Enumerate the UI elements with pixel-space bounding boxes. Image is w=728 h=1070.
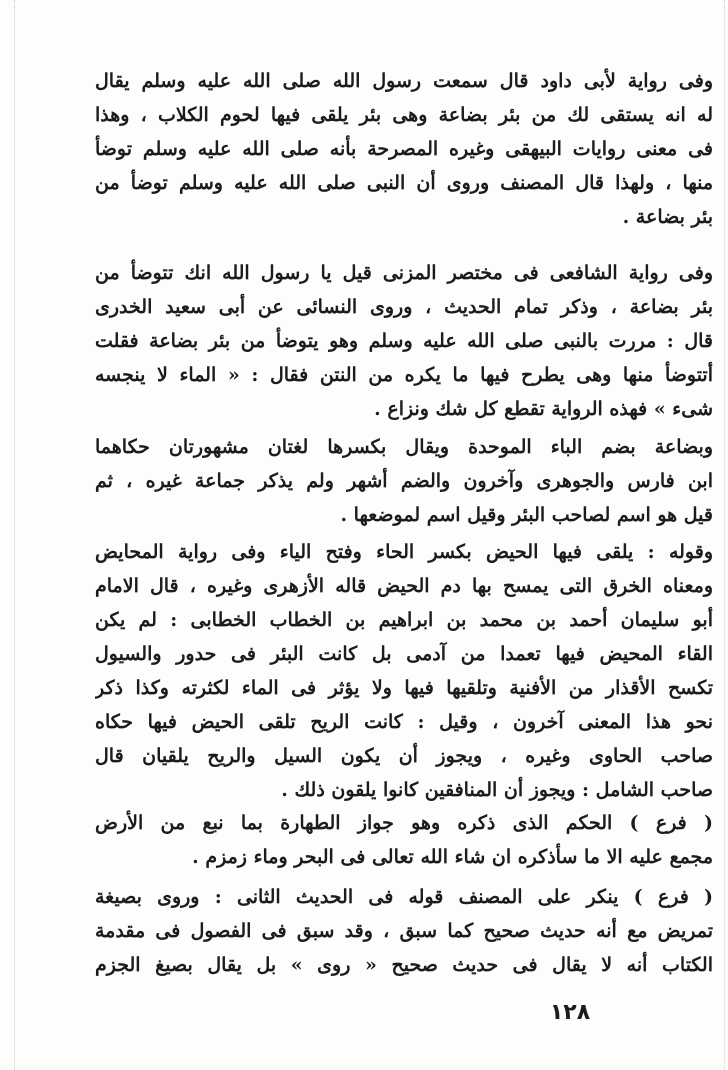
text-line: تكسح الأقذار من الأفنية وتلقيها فيها ولا يؤثر فى الماء لكثرته وكذا ذكر: [95, 677, 713, 699]
text-line: بئر بضاعة ، وذكر تمام الحديث ، وروى النسائى عن أبى سعيد الخدرى: [95, 296, 713, 318]
text-line: ابن فارس والجوهرى وآخرون والضم أشهر ولم يذكر جماعة غيره ، ثم: [95, 470, 713, 492]
scan-edge-right: [724, 0, 726, 1070]
text-line: منها ، ولهذا قال المصنف وروى أن النبى صلى الله عليه وسلم توضأ من: [95, 172, 713, 194]
text-line: وقوله : يلقى فيها الحيض بكسر الحاء وفتح الياء وفى رواية المحايض: [95, 541, 713, 563]
text-line: صاحب الحاوى وغيره ، ويجوز أن يكون السيل والريح يلقيان قال: [95, 745, 713, 767]
text-line: الكتاب أنه لا يقال فى حديث صحيح « روى » بل يقال بصيغ الجزم: [95, 954, 713, 976]
paragraph-far-ruling: [95, 806, 713, 874]
text-line: شىء » فهذه الرواية تقطع كل شك ونزاع .: [374, 398, 713, 420]
text-line: قال : مررت بالنبى صلى الله عليه وسلم وهو يتوضأ من بئر بضاعة فقلت: [95, 330, 713, 352]
text-line: أبو سليمان أحمد بن محمد بن ابراهيم بن الخطاب الخطابى : لم يكن: [95, 609, 713, 631]
text-line: نحو هذا المعنى آخرون ، وقيل : كانت الريح تلقى الحيض فيها حكاه: [95, 711, 713, 733]
text-line: وفى رواية لأبى داود قال سمعت رسول الله صلى الله عليه وسلم يقال: [95, 70, 713, 92]
text-line: أتتوضأ منها وهى يطرح فيها ما يكره من النتن فقال : « الماء لا ينجسه: [95, 364, 713, 386]
paragraph-abu-dawud-narration: [95, 64, 713, 234]
paragraph-far-criticism: [95, 880, 713, 982]
page-number: ١٢٨: [549, 1000, 591, 1025]
text-line: ( فرع ) الحكم الذى ذكره وهو جواز الطهارة بما نبع من الأرض: [95, 812, 713, 834]
text-line: صاحب الشامل : ويجوز أن المنافقين كانوا يلقون ذلك .: [281, 779, 713, 801]
text-line: بئر بضاعة .: [622, 206, 713, 228]
paragraph-budaah-pronunciation: [95, 430, 713, 532]
text-line: ( فرع ) ينكر على المصنف قوله فى الحديث الثانى : وروى بصيغة: [95, 886, 713, 908]
text-line: وفى رواية الشافعى فى مختصر المزنى قيل يا رسول الله انك تتوضأ من: [95, 262, 713, 284]
text-line: له انه يستقى لك من بئر بضاعة وهى بئر يلقى فيها لحوم الكلاب ، وهذا: [95, 104, 713, 126]
paragraph-hayd-explanation: [95, 535, 713, 807]
text-line: مجمع عليه الا ما سأذكره ان شاء الله تعالى فى البحر وماء زمزم .: [192, 846, 713, 868]
text-line: القاء المحيض فيها تعمدا من آدمى بل كانت البئر فى حدور والسيول: [95, 643, 713, 665]
text-line: قيل هو اسم لصاحب البئر وقيل اسم لموضعها .: [340, 504, 713, 526]
text-line: ومعناه الخرق التى يمسح بها دم الحيض قاله الأزهرى وغيره ، قال الامام: [95, 575, 713, 597]
text-line: تمريض مع أنه حديث صحيح كما سبق ، وقد سبق فى الفصول فى مقدمة: [95, 920, 713, 942]
text-line: وبضاعة بضم الباء الموحدة ويقال بكسرها لغتان مشهورتان حكاهما: [95, 436, 713, 458]
scan-edge-left: [14, 0, 16, 1070]
paragraph-shafii-narration: [95, 256, 713, 426]
text-line: فى معنى روايات البيهقى وغيره المصرحة بأنه صلى الله عليه وسلم توضأ: [95, 138, 713, 160]
